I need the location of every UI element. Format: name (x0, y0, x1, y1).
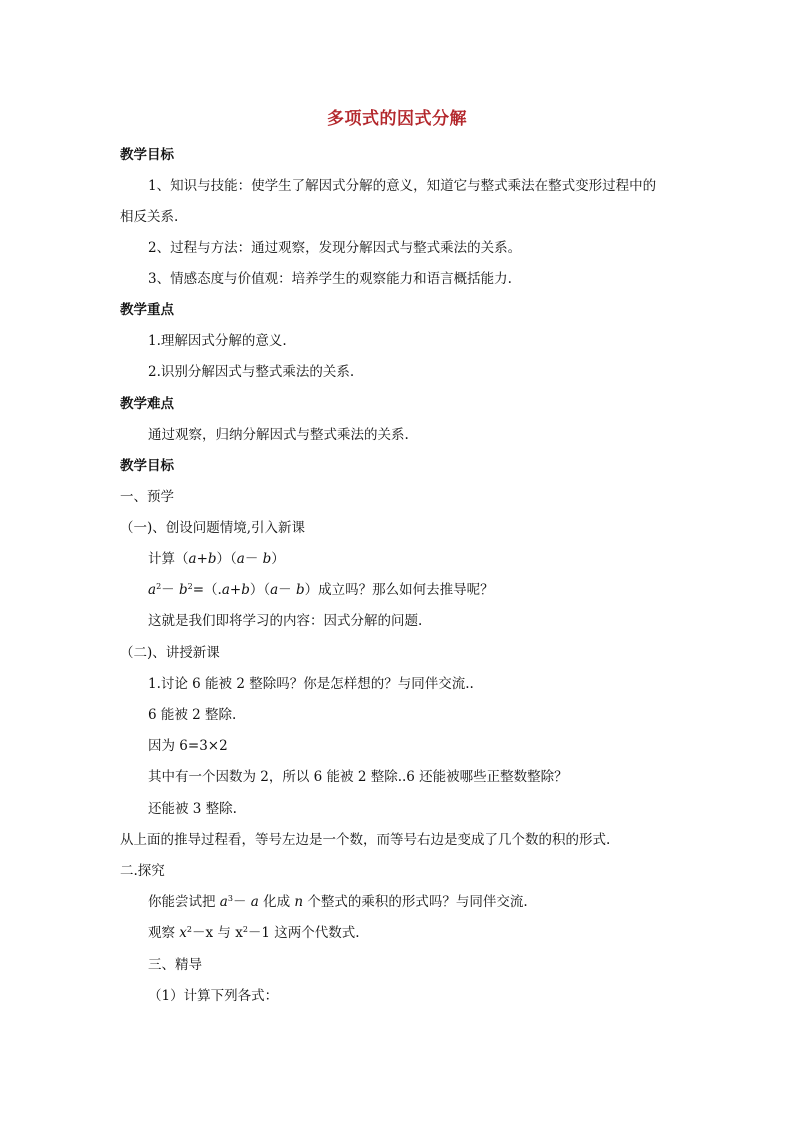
part-2-heading: 二.探究 (120, 863, 165, 879)
part-1-heading: 一、预学 (120, 489, 174, 505)
subsection-2-heading: （二)、讲授新课 (120, 645, 220, 661)
key-point-1: 1.理解因式分解的意义. (148, 333, 287, 349)
also-divisible-line: 还能被 3 整除. (148, 801, 237, 817)
content-intro: 这就是我们即将学习的内容：因式分解的问题. (148, 613, 423, 629)
observe-expressions: 观察 $x^2-x$ 与 $x^2-1$ 这两个代数式. (148, 925, 360, 941)
calc-expression: 计算（a+b）（a－ b） (148, 551, 285, 567)
identity-question: $a^2- b^2=(.a+b)(a- b)$成立吗？那么如何去推导呢？ (148, 582, 494, 598)
section-heading-difficulties: 教学难点 (120, 396, 174, 412)
try-factor-question: 你能尝试把 $a^3- a$ 化成 n 个整式的乘积的形式吗？与同伴交流. (148, 894, 528, 910)
subsection-1-heading: （一)、创设问题情境,引入新课 (120, 520, 306, 536)
part-3-heading: 三、精导 (148, 957, 202, 973)
factor-line: 其中有一个因数为 2，所以 6 能被 2 整除..6 还能被哪些正整数整除？ (148, 769, 568, 785)
section-heading-objectives: 教学目标 (120, 147, 174, 163)
section-heading-process: 教学目标 (120, 458, 174, 474)
conclusion-line: 从上面的推导过程看，等号左边是一个数，而等号右边是变成了几个数的积的形式. (120, 832, 611, 848)
key-point-2: 2.识别分解因式与整式乘法的关系. (148, 364, 355, 380)
answer-1: 6 能被 2 整除. (148, 707, 237, 723)
objective-3: 3、情感态度与价值观：培养学生的观察能力和语言概括能力. (148, 271, 512, 287)
objective-1-line-2: 相反关系. (120, 209, 179, 225)
page-title: 多项式的因式分解 (327, 109, 467, 129)
calc-instructions: （1）计算下列各式： (148, 988, 279, 1004)
objective-1-line-1: 1、知识与技能：使学生了解因式分解的意义，知道它与整式乘法在整式变形过程中的 (148, 178, 657, 194)
question-1: 1.讨论 6 能被 2 整除吗？你是怎样想的？与同伴交流.. (148, 676, 474, 692)
reason-line: 因为 6=3×2 (148, 738, 228, 754)
section-heading-key-points: 教学重点 (120, 302, 174, 318)
objective-2: 2、过程与方法：通过观察，发现分解因式与整式乘法的关系。 (148, 240, 522, 256)
difficulty-text: 通过观察，归纳分解因式与整式乘法的关系. (148, 427, 409, 443)
